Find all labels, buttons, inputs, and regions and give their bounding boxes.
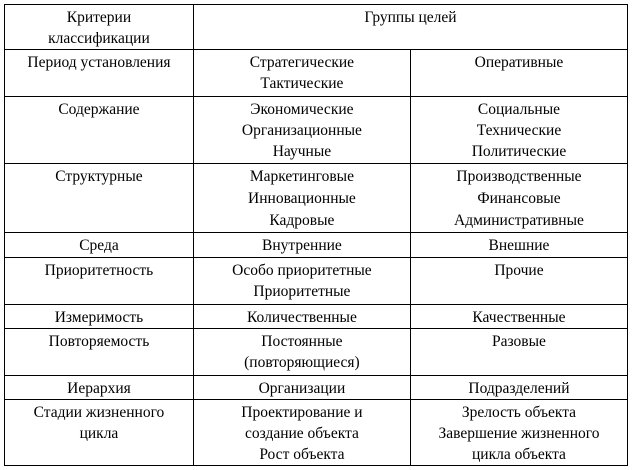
group-cell — [193, 233, 410, 258]
criterion-cell — [5, 258, 194, 305]
table-row — [5, 305, 628, 329]
group-item: Социальные — [477, 101, 561, 118]
criterion-cell — [5, 164, 194, 233]
table-row — [5, 97, 628, 164]
group-item: Финансовые — [477, 190, 561, 207]
group-item: Внешние — [488, 237, 550, 254]
criterion-line: Среда — [79, 237, 119, 254]
criterion-cell — [5, 233, 194, 258]
goals-classification-table — [4, 4, 628, 466]
group-cell — [193, 400, 410, 466]
group-item: Качественные — [472, 309, 566, 326]
criterion-line: Измеримость — [54, 309, 144, 326]
group-item: Зрелость объекта — [461, 404, 577, 421]
criterion-cell — [5, 97, 194, 164]
table-row — [5, 164, 628, 233]
criterion-line: Стадии жизненного — [33, 404, 165, 421]
group-cell — [410, 97, 627, 164]
group-item: Внутренние — [262, 237, 342, 254]
group-item: Разовые — [492, 333, 546, 350]
criterion-cell — [5, 376, 194, 400]
group-item: Кадровые — [269, 212, 335, 229]
group-item: Экономические — [250, 101, 354, 118]
group-item: Рост объекта — [259, 446, 345, 463]
group-cell — [193, 376, 410, 400]
criterion-line: Структурные — [55, 168, 143, 185]
group-cell — [410, 305, 627, 329]
group-cell — [410, 376, 627, 400]
criterion-cell — [5, 50, 194, 97]
group-item: (повторяющиеся) — [244, 354, 360, 371]
group-item: Оперативные — [474, 54, 564, 71]
criterion-line: Приоритетность — [44, 262, 154, 279]
table-row — [5, 233, 628, 258]
header-groups-label: Группы целей — [364, 9, 457, 26]
group-cell — [410, 400, 627, 466]
group-item: Административные — [454, 212, 584, 229]
criterion-cell — [5, 305, 194, 329]
criterion-line: цикла — [79, 425, 119, 442]
criterion-line: Повторяемость — [48, 333, 150, 350]
group-item: Приоритетные — [253, 283, 351, 300]
criterion-line: Иерархия — [67, 380, 131, 397]
group-item: Количественные — [246, 309, 357, 326]
group-item: Маркетинговые — [249, 168, 354, 185]
table-row — [5, 376, 628, 400]
group-item: Производственные — [456, 168, 582, 185]
criterion-line: Содержание — [58, 101, 140, 118]
group-cell — [193, 258, 410, 305]
group-cell — [410, 329, 627, 376]
group-item: Постоянные — [261, 333, 343, 350]
table-row — [5, 329, 628, 376]
criterion-cell — [5, 329, 194, 376]
group-cell — [410, 233, 627, 258]
table-row — [5, 400, 628, 466]
group-item: Научные — [272, 143, 332, 160]
group-cell — [193, 97, 410, 164]
group-item: Тактические — [260, 75, 344, 92]
group-item: Подразделений — [468, 380, 570, 397]
header-groups-cell — [193, 5, 627, 50]
group-cell — [410, 258, 627, 305]
group-cell — [193, 305, 410, 329]
group-item: Стратегические — [249, 54, 355, 71]
group-item: Технические — [476, 122, 562, 139]
group-item: Политические — [471, 143, 567, 160]
header-criteria-line: классификации — [48, 30, 150, 47]
group-item: Проектирование и — [241, 404, 363, 421]
group-item: создание объекта — [244, 425, 359, 442]
group-item: Организационные — [241, 122, 362, 139]
group-cell — [410, 50, 627, 97]
header-criteria-line: Критерии — [66, 9, 132, 26]
header-criteria-cell — [5, 5, 194, 50]
group-item: Организации — [258, 380, 346, 397]
group-item: Прочие — [494, 262, 544, 279]
table-row — [5, 50, 628, 97]
group-cell — [193, 329, 410, 376]
group-cell — [193, 50, 410, 97]
group-item: Инновационные — [248, 190, 356, 207]
criterion-cell — [5, 400, 194, 466]
criterion-line: Период установления — [27, 54, 171, 71]
table-header-row — [5, 5, 628, 50]
group-item: цикла объекта — [472, 446, 566, 463]
group-item: Завершение жизненного — [438, 425, 600, 442]
table-row — [5, 258, 628, 305]
group-item: Особо приоритетные — [232, 262, 372, 279]
group-cell — [193, 164, 410, 233]
group-cell — [410, 164, 627, 233]
